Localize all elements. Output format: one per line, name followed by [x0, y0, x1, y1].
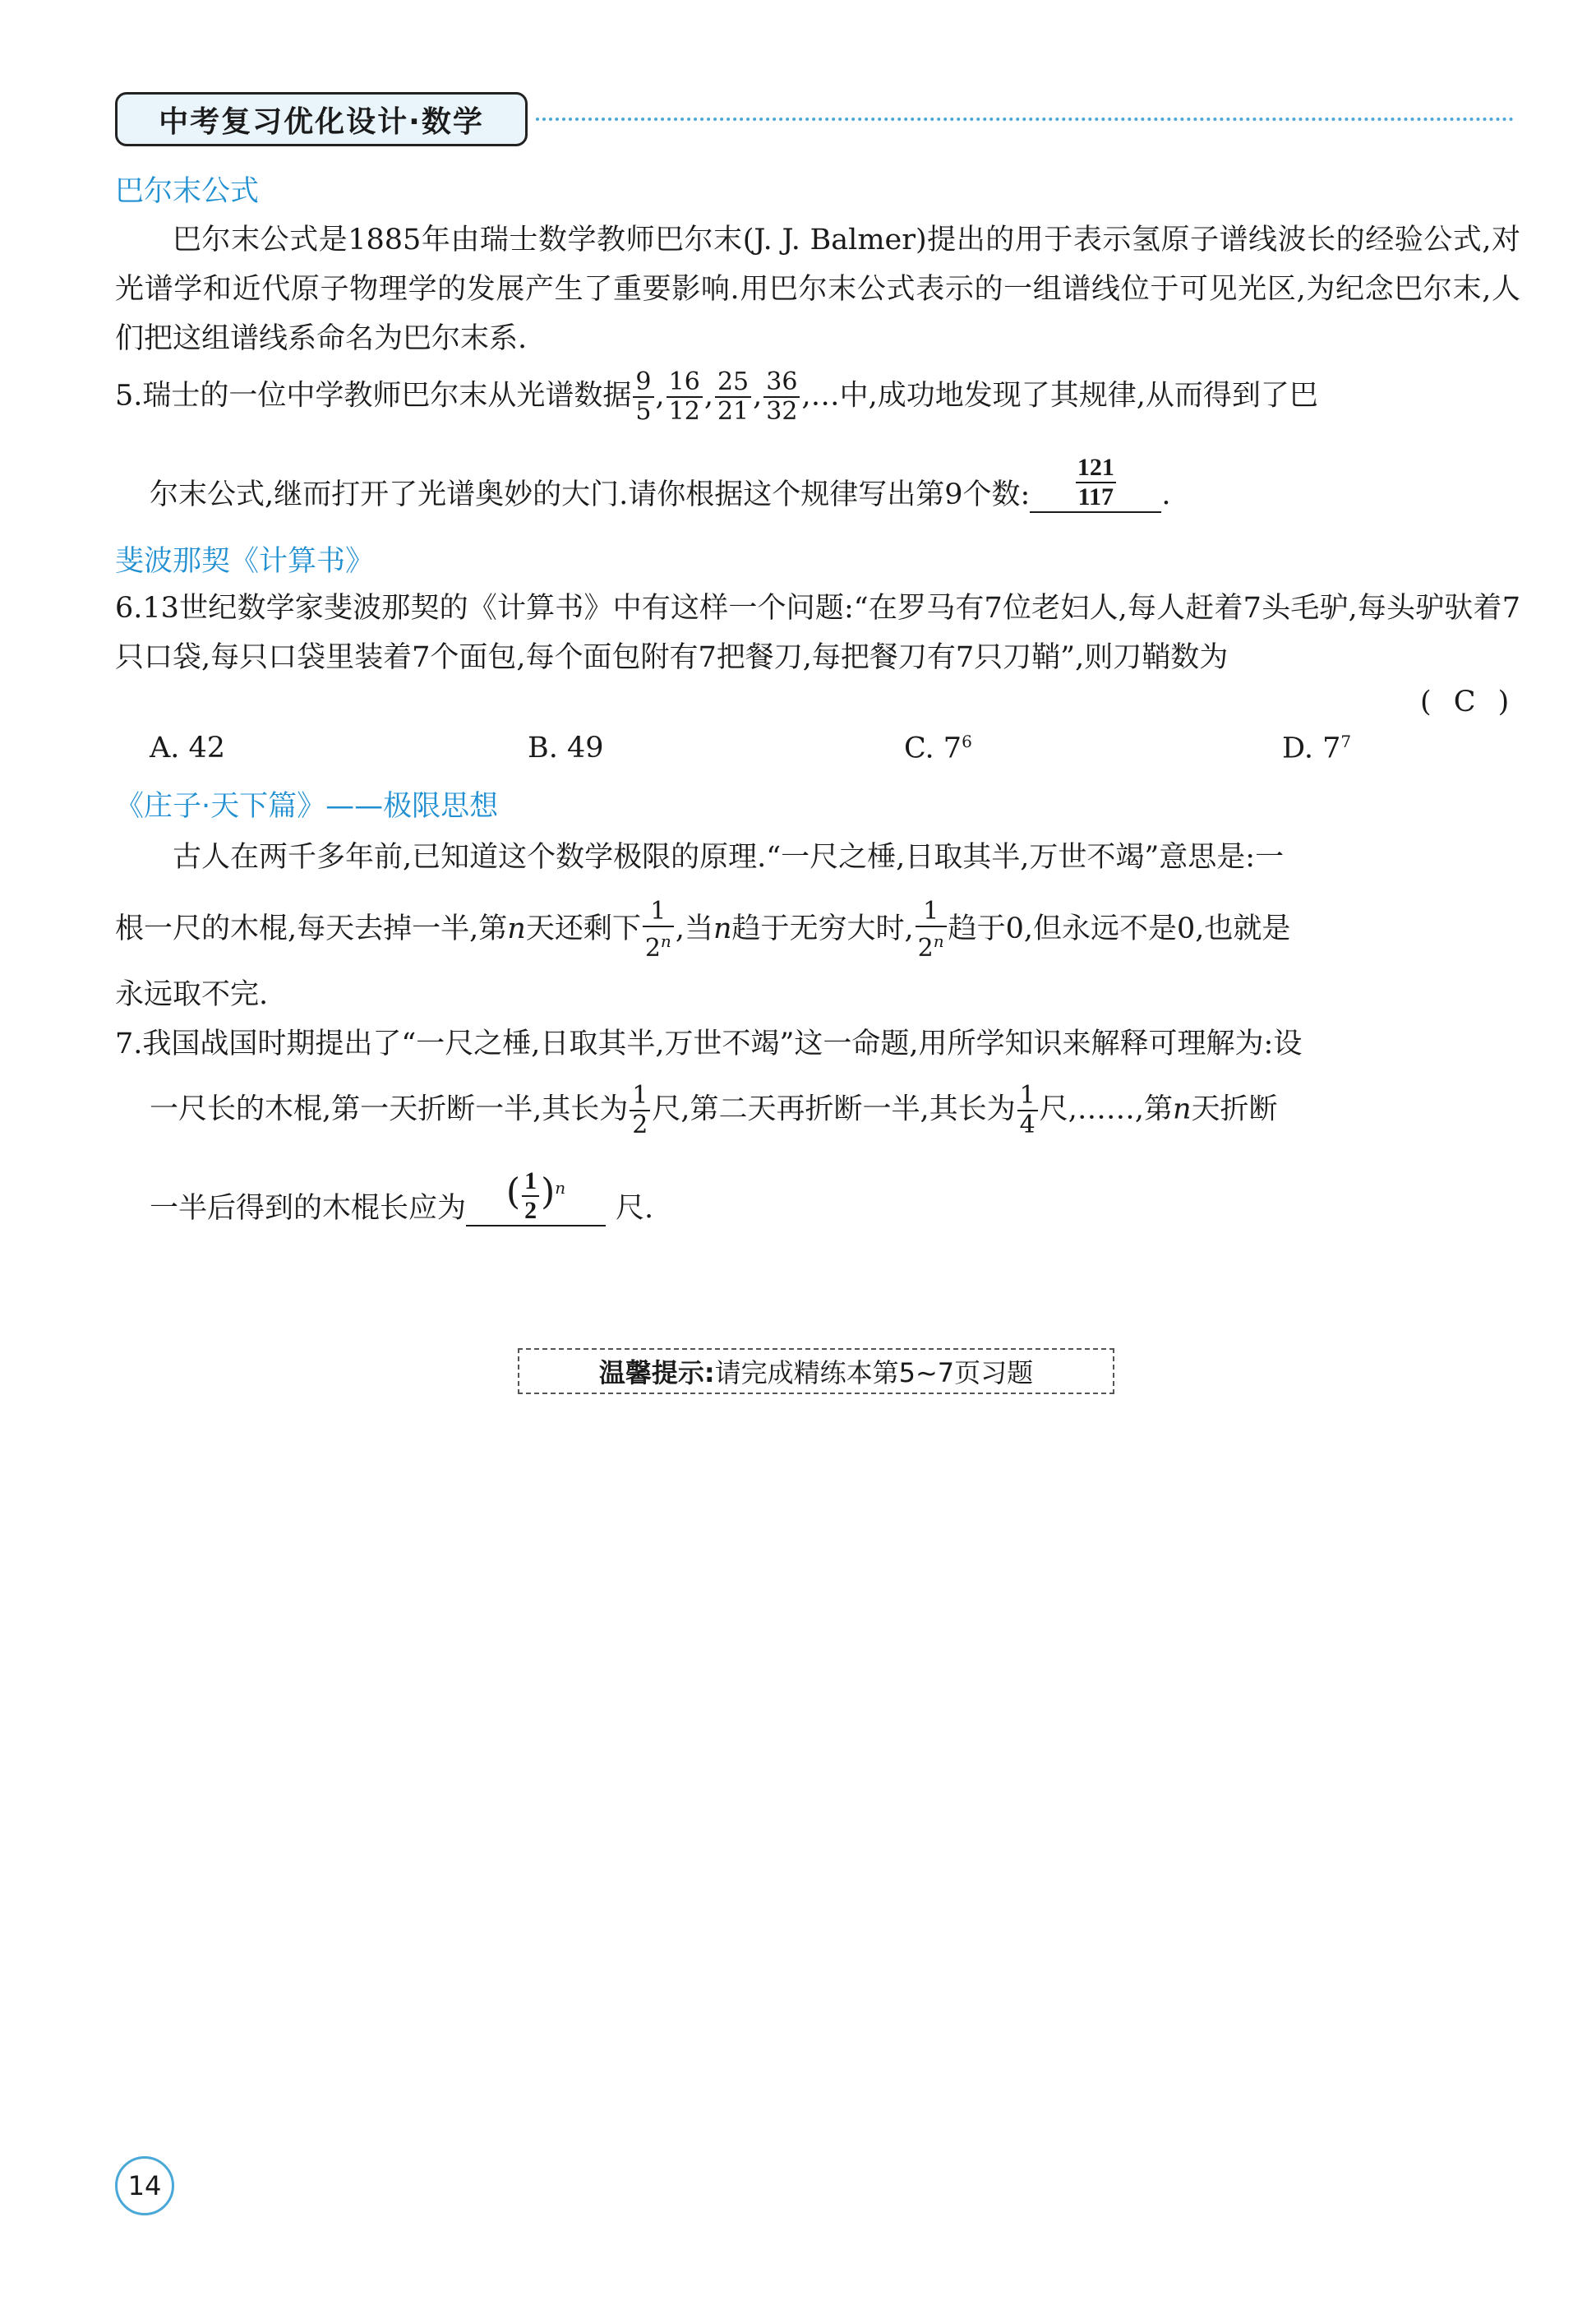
fraction-1-over-2n-limit: $\frac{1}{2^n}$	[916, 898, 947, 963]
q7-answer-blank: ( $\frac{1}{2}$ )$^n$	[466, 1167, 606, 1226]
question-6-text: 6.13世纪数学家斐波那契的《计算书》中有这样一个问题:“在罗马有7位老妇人,每人赶着7头毛驴,每头驴驮着7只口袋,每只口袋里装着7个面包,每个面包附有7把餐刀,每把餐刀有7只刀鞘”,则刀鞘数为	[115, 592, 1520, 674]
fraction-36-32: $\frac{36}{32}$	[763, 368, 800, 426]
balmer-intro: 巴尔末公式是1885年由瑞士数学教师巴尔末(J. J. Balmer)提出的用于表示氢原子谱线波长的经验公式,对光谱学和近代原子物理学的发展产生了重要影响.用巴尔末公式表示的一组谱线位于可见光区,为纪念巴尔末,人们把这组谱线系命名为巴尔末系.	[115, 224, 1520, 355]
reminder-text: 请完成精练本第5~7页习题	[714, 1357, 1034, 1388]
option-d: D. $7^7$	[1282, 732, 1352, 765]
fraction-1-over-2n: $\frac{1}{2^n}$	[643, 898, 674, 963]
section-title-zhuangzi: 《庄子·天下篇》——极限思想	[115, 790, 499, 823]
zhuangzi-line-3: 永远取不完.	[115, 978, 269, 1011]
question-5-line-1: 5.瑞士的一位中学教师巴尔末从光谱数据 $\frac{9}{5}$ , $\frac{16}{12}$ , $\frac{25}{21}$ , $\frac{36}{32}$ ,…中,成功地发现了其规律,从而得到了巴	[115, 367, 1318, 426]
page-number: 14	[115, 2156, 174, 2215]
zhuangzi-line-2: 根一尺的木棍,每天去掉一半,第n天还剩下 $\frac{1}{2^n}$ ,当n趋于无穷大时, $\frac{1}{2^n}$ 趋于0,但永远不是0,也就是	[115, 897, 1291, 963]
fraction-9-5: $\frac{9}{5}$	[633, 368, 653, 426]
question-7-line-3: 一半后得到的木棍长应为 ( $\frac{1}{2}$ )$^n$尺.	[150, 1167, 654, 1225]
fraction-1-4: $\frac{1}{4}$	[1017, 1082, 1038, 1139]
reminder-label: 温馨提示:	[598, 1357, 715, 1388]
q5-answer-blank: $\frac{121}{117}$	[1030, 454, 1161, 513]
question-7-line-2: 一尺长的木棍,第一天折断一半,其长为 $\frac{1}{2}$ 尺,第二天再折断一半,其长为 $\frac{1}{4}$ 尺,……,第n天折断	[150, 1081, 1278, 1139]
header-title: 中考复习优化设计·数学	[115, 92, 528, 146]
fraction-16-12: $\frac{16}{12}$	[667, 368, 703, 426]
section-title-fibonacci: 斐波那契《计算书》	[115, 545, 375, 578]
option-c: C. $7^6$	[904, 732, 972, 765]
q5-prefix: 5.瑞士的一位中学教师巴尔末从光谱数据	[115, 379, 632, 413]
question-6-answer: ( C )	[1420, 686, 1516, 718]
reminder-box	[518, 1348, 1114, 1394]
zhuangzi-line-1: 古人在两千多年前,已知道这个数学极限的原理.“一尺之棰,日取其半,万世不竭”意思是:一	[173, 841, 1285, 874]
q5-suffix: ,…中,成功地发现了其规律,从而得到了巴	[801, 379, 1318, 413]
question-5-line-2: 尔末公式,继而打开了光谱奥妙的大门.请你根据这个规律写出第9个数: $\frac{121}{117}$ .	[150, 454, 1171, 511]
header-dotted-rule	[536, 118, 1514, 121]
fraction-25-21: $\frac{25}{21}$	[715, 368, 751, 426]
question-7-line-1: 7.我国战国时期提出了“一尺之棰,日取其半,万世不竭”这一命题,用所学知识来解释可理解为:设	[115, 1028, 1303, 1060]
option-a: A. 42	[150, 732, 226, 764]
fraction-1-2: $\frac{1}{2}$	[630, 1082, 650, 1139]
section-title-balmer: 巴尔末公式	[115, 175, 260, 208]
option-b: B. 49	[528, 732, 604, 764]
